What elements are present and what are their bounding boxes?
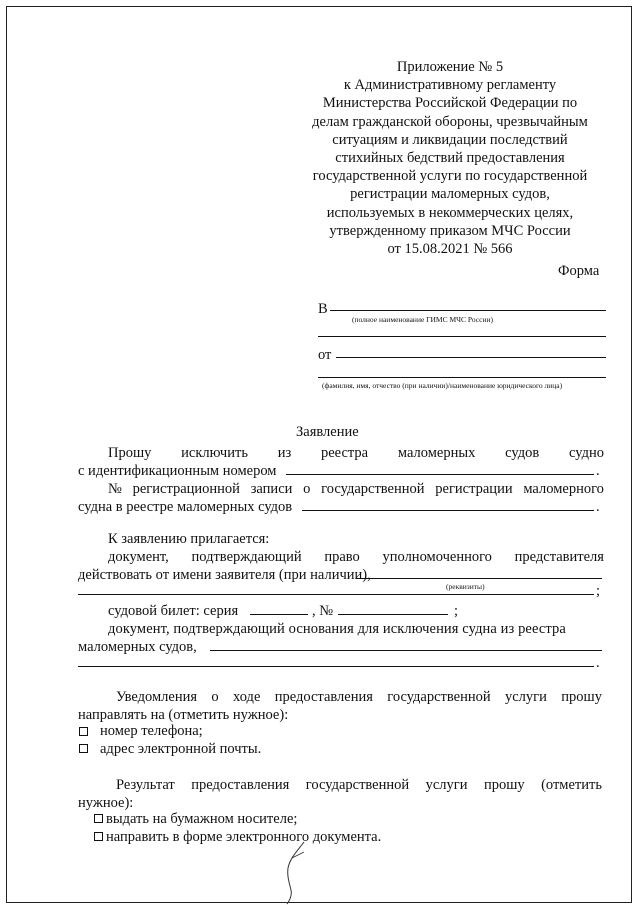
word: записи bbox=[250, 481, 293, 497]
word: исключить bbox=[181, 445, 248, 461]
attachments-intro: К заявлению прилагается: bbox=[108, 531, 270, 547]
id-number-label: с идентификационным номером bbox=[78, 463, 277, 479]
header-line: делам гражданской обороны, чрезвычайным bbox=[312, 113, 588, 130]
email-checkbox[interactable] bbox=[79, 744, 88, 753]
registration-number-field[interactable] bbox=[302, 510, 594, 511]
authority-doc-details-field-continued[interactable] bbox=[78, 594, 594, 595]
word: реестра bbox=[321, 445, 369, 461]
registry-label: судна в реестре маломерных судов bbox=[78, 499, 293, 515]
ship-ticket-label: судовой билет: серия bbox=[108, 603, 239, 619]
email-option-label: адрес электронной почты. bbox=[100, 741, 262, 757]
from-field-continued[interactable] bbox=[318, 377, 606, 378]
exclusion-basis-field[interactable] bbox=[210, 650, 602, 651]
punct: . bbox=[596, 463, 600, 479]
word: (отметить bbox=[541, 777, 602, 793]
word: представителя bbox=[514, 549, 604, 565]
exclusion-basis-field-continued[interactable] bbox=[78, 666, 594, 667]
word: Уведомления bbox=[116, 689, 198, 705]
word: маломерного bbox=[523, 481, 604, 497]
word: № bbox=[108, 481, 122, 497]
header-line: ситуациям и ликвидации последствий bbox=[332, 131, 568, 148]
word: документ, bbox=[108, 549, 169, 565]
word: услуги bbox=[425, 777, 468, 793]
word: государственной bbox=[305, 777, 410, 793]
from-prefix: от bbox=[318, 347, 332, 363]
electronic-option-label: направить в форме электронного документа. bbox=[106, 829, 382, 845]
form-label: Форма bbox=[558, 263, 600, 279]
header-line: от 15.08.2021 № 566 bbox=[387, 241, 513, 258]
ship-ticket-series-field[interactable] bbox=[250, 614, 308, 615]
id-number-field[interactable] bbox=[286, 474, 594, 475]
to-field-continued[interactable] bbox=[318, 336, 606, 337]
word: Прошу bbox=[108, 445, 152, 461]
word: Результат bbox=[116, 777, 175, 793]
to-caption: (полное наименование ГИМС МЧС России) bbox=[352, 315, 493, 324]
attachment-authority-doc bbox=[108, 548, 604, 566]
word: из bbox=[277, 445, 292, 461]
header-line: к Административному регламенту bbox=[343, 77, 557, 94]
word: ходе bbox=[233, 689, 261, 705]
punct: ; bbox=[596, 583, 601, 599]
exclusion-basis-doc: документ, подтверждающий основания для исключения судна из реестра bbox=[108, 621, 566, 637]
ship-ticket-number-label: , № bbox=[312, 603, 334, 619]
to-prefix: В bbox=[318, 301, 328, 317]
electronic-checkbox[interactable] bbox=[94, 832, 103, 841]
to-field[interactable] bbox=[330, 310, 606, 311]
notifications-paragraph bbox=[116, 688, 602, 706]
from-field[interactable] bbox=[336, 357, 606, 358]
result-instruction: нужное): bbox=[78, 795, 134, 811]
word: уполномоченного bbox=[382, 549, 492, 565]
header-line: Приложение № 5 bbox=[396, 59, 504, 75]
word: предоставления bbox=[274, 689, 373, 705]
from-caption: (фамилия, имя, отчество (при наличии)/наименование юридического лица) bbox=[322, 381, 563, 390]
header-line: государственной услуги по государственной bbox=[312, 168, 588, 185]
document-title: Заявление bbox=[296, 424, 359, 440]
paper-option-label: выдать на бумажном носителе; bbox=[106, 811, 298, 827]
paragraph-registration bbox=[108, 480, 604, 498]
phone-checkbox[interactable] bbox=[79, 727, 88, 736]
punct: . bbox=[596, 655, 600, 671]
result-paragraph bbox=[116, 776, 602, 794]
word: прошу bbox=[483, 777, 525, 793]
word: регистрационной bbox=[132, 481, 240, 497]
header-line: стихийных бедствий предоставления bbox=[335, 150, 565, 167]
paragraph-exclude bbox=[108, 444, 604, 462]
word: право bbox=[324, 549, 360, 565]
punct: ; bbox=[454, 603, 459, 619]
word: маломерных bbox=[397, 445, 476, 461]
header-line: утвержденному приказом МЧС России bbox=[329, 222, 571, 239]
word: государственной bbox=[387, 689, 491, 705]
authority-doc-label: действовать от имени заявителя (при наличии), bbox=[78, 567, 371, 583]
paper-checkbox[interactable] bbox=[94, 814, 103, 823]
word: судно bbox=[569, 445, 604, 461]
ship-ticket-number-field[interactable] bbox=[338, 614, 448, 615]
word: подтверждающий bbox=[191, 549, 302, 565]
phone-option-label: номер телефона; bbox=[100, 723, 203, 739]
word: услуги bbox=[505, 689, 547, 705]
details-caption: (реквизиты) bbox=[446, 582, 485, 591]
header-line: регистрации маломерных судов, bbox=[350, 186, 550, 203]
word: о bbox=[303, 481, 311, 497]
punct: . bbox=[596, 499, 600, 515]
word: государственной bbox=[321, 481, 425, 497]
notifications-instruction: направлять на (отметить нужное): bbox=[78, 707, 289, 723]
authority-doc-details-field[interactable] bbox=[356, 578, 602, 579]
word: предоставления bbox=[191, 777, 290, 793]
word: регистрации bbox=[435, 481, 513, 497]
appendix-header bbox=[300, 58, 600, 258]
header-line: Министерства Российской Федерации по bbox=[322, 95, 578, 112]
exclusion-basis-label: маломерных судов, bbox=[78, 639, 197, 655]
pen-mark-icon bbox=[280, 840, 330, 905]
header-line: используемых в некоммерческих целях, bbox=[326, 204, 574, 221]
word: судов bbox=[505, 445, 540, 461]
word: прошу bbox=[561, 689, 602, 705]
word: о bbox=[211, 689, 219, 705]
